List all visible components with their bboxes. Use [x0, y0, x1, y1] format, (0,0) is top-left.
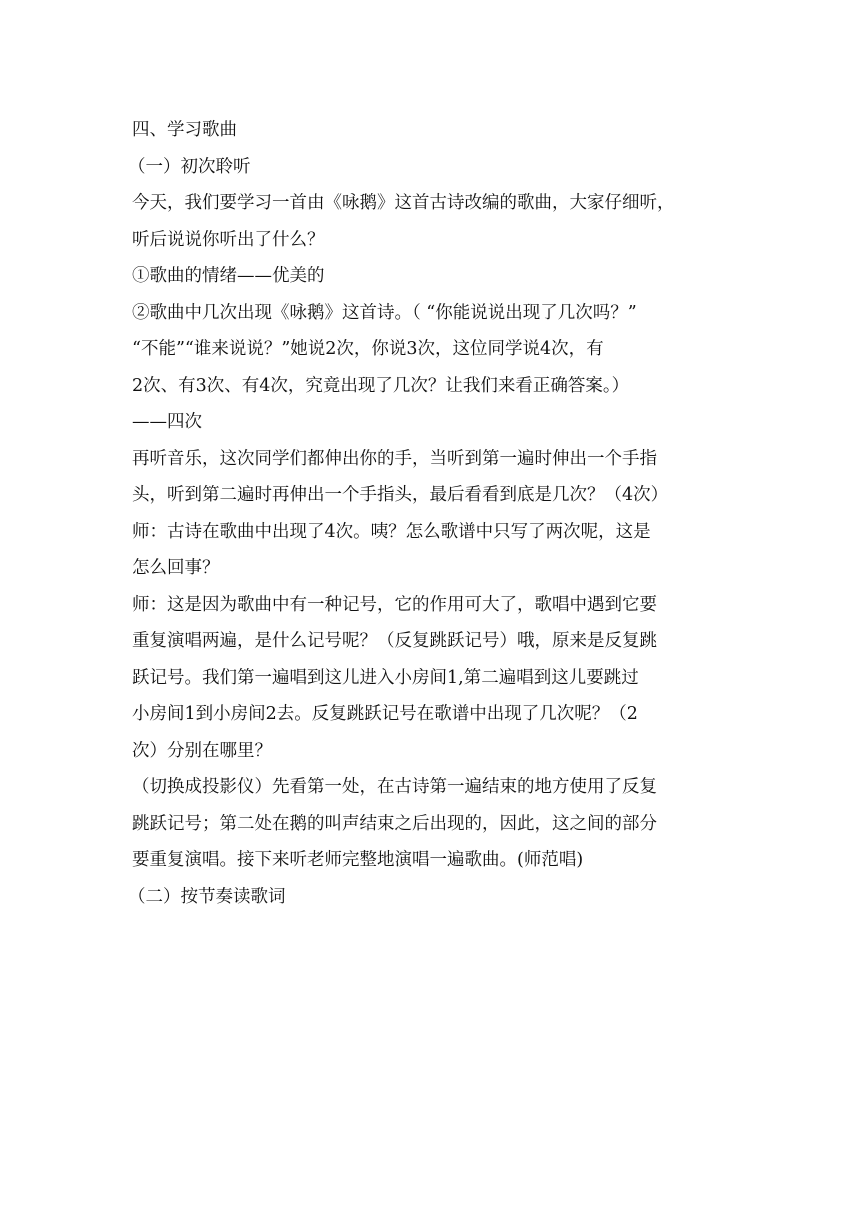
list-item-mood: ①歌曲的情绪——优美的: [132, 266, 325, 286]
text-line: ②歌曲中几次出现《咏鹅》这首诗。（ “你能说说出现了几次吗？”: [132, 302, 637, 323]
text-line: 师：这是因为歌曲中有一种记号，它的作用可大了，歌唱中遇到它要: [132, 594, 657, 615]
subsection-heading: （二）按节奏读歌词: [128, 886, 286, 907]
list-item-count: [132, 295, 732, 441]
paragraph-projector: [132, 769, 732, 879]
text-line: 跳跃记号；第二处在鹅的叫声结束之后出现的，因此，这之间的部分: [132, 813, 657, 834]
text-line: 师：古诗在歌曲中出现了4次。咦？怎么歌谱中只写了两次呢，这是: [132, 521, 651, 542]
paragraph-repeat-sign: [132, 587, 732, 770]
document-body: [128, 112, 732, 915]
text-line: 头，听到第二遍时再伸出一个手指头，最后看看到底是几次？（4次）: [132, 485, 669, 505]
text-line: 再听音乐，这次同学们都伸出你的手，当听到第一遍时伸出一个手指: [132, 448, 657, 469]
text-line: 要重复演唱。接下来听老师完整地演唱一遍歌曲。(师范唱): [132, 850, 584, 870]
text-line: 次）分别在哪里？: [132, 740, 272, 761]
subsection-heading: （一）初次聆听: [128, 156, 251, 177]
text-line: 重复演唱两遍，是什么记号呢？（反复跳跃记号）哦，原来是反复跳: [132, 631, 657, 651]
text-line: 听后说说你听出了什么？: [132, 229, 325, 250]
text-line: ——四次: [132, 412, 202, 432]
text-line: 怎么回事？: [132, 558, 220, 578]
text-line: “不能”“谁来说说？”她说2次，你说3次，这位同学说4次，有: [132, 339, 604, 359]
section-heading: 四、学习歌曲: [132, 120, 237, 140]
text-line: 今天，我们要学习一首由《咏鹅》这首古诗改编的歌曲，大家仔细听，: [132, 193, 675, 213]
text-line: 2次、有3次、有4次，究竟出现了几次？让我们来看正确答案。）: [132, 375, 630, 396]
text-line: 跃记号。我们第一遍唱到这儿进入小房间1,第二遍唱到这儿要跳过: [132, 667, 639, 688]
text-line: 小房间1到小房间2去。反复跳跃记号在歌谱中出现了几次呢？（2: [132, 704, 638, 724]
text-line: （切换成投影仪）先看第一处，在古诗第一遍结束的地方使用了反复: [132, 777, 657, 797]
paragraph-intro: [132, 185, 732, 258]
paragraph-listen-again: [132, 441, 732, 587]
